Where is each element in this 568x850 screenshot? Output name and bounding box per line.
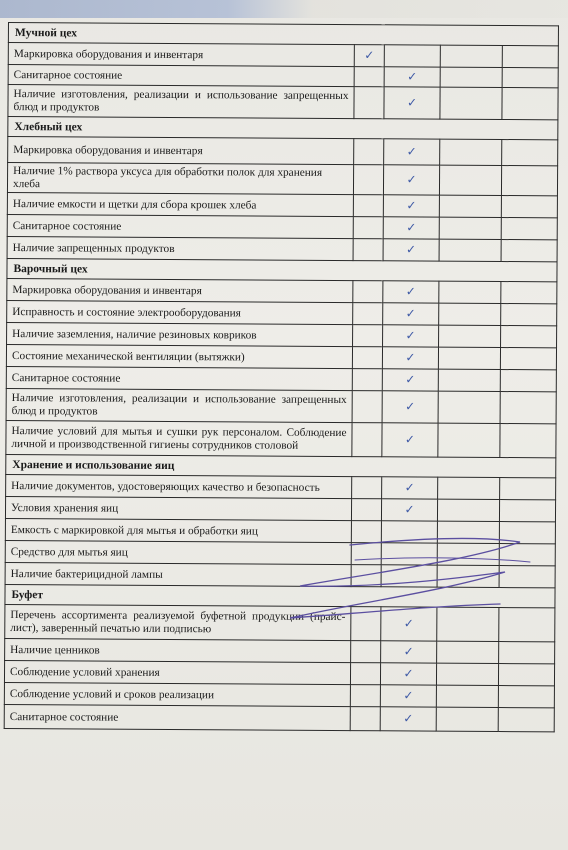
empty-cell [439,195,501,217]
check-mark-cell: ✓ [384,139,440,165]
empty-cell [352,477,382,499]
empty-cell [440,87,502,119]
empty-cell [440,45,502,67]
empty-cell [501,196,557,218]
empty-cell [353,281,383,303]
check-mark-cell: ✓ [381,499,437,521]
empty-cell [353,325,383,347]
empty-cell [438,369,500,391]
item-text: Наличие ценников [5,638,351,662]
empty-cell [438,347,500,369]
empty-cell [440,139,502,165]
item-text: Маркировка оборудования и инвентаря [7,278,353,302]
empty-cell [437,521,499,543]
table-row [8,137,558,166]
item-text: Наличие 1% раствора уксуса для обработки полок для хранения хлеба [7,163,353,195]
table-row [8,85,558,120]
check-mark-cell: ✓ [354,45,384,67]
check-mark-cell: ✓ [380,685,436,707]
empty-cell [501,166,557,196]
item-text: Состояние механической вентиляции (вытяжки) [6,344,352,368]
empty-cell [437,565,499,587]
table-row [4,704,554,731]
empty-cell [437,607,499,641]
item-text: Наличие условий для мытья и сушки рук персоналом. Соблюдение личной и производственной гигиены сотрудников столовой [6,420,352,456]
empty-cell [438,391,500,423]
empty-cell [501,304,557,326]
empty-cell [351,565,381,587]
check-mark-cell: ✓ [382,391,438,423]
table-row [5,604,555,641]
check-mark-cell: ✓ [382,347,438,369]
check-mark-cell: ✓ [383,165,439,195]
empty-cell [499,522,555,544]
empty-cell [350,707,380,731]
item-text: Наличие изготовления, реализации и использование запрещенных блюд и продуктов [6,388,352,422]
item-text: Наличие бактерицидной лампы [5,562,351,586]
empty-cell [354,139,384,165]
empty-cell [501,240,557,262]
empty-cell [353,303,383,325]
section-title: Хранение и использование яиц [6,454,556,477]
empty-cell [352,391,382,423]
empty-cell [498,708,554,732]
empty-cell [353,239,383,261]
item-text: Санитарное состояние [4,704,350,730]
empty-cell [350,663,380,685]
item-text: Условия хранения яиц [5,496,351,520]
section-title: Варочный цех [7,258,557,281]
empty-cell [502,46,558,68]
item-text: Санитарное состояние [8,65,354,87]
empty-cell [351,607,381,641]
empty-cell [438,477,500,499]
check-mark-cell: ✓ [381,641,437,663]
empty-cell [353,217,383,239]
empty-cell [500,370,556,392]
table-row [6,420,556,457]
check-mark-cell: ✓ [381,607,437,641]
section-title: Хлебный цех [8,117,558,140]
check-mark-cell: ✓ [383,325,439,347]
check-mark-cell: ✓ [383,195,439,217]
item-text: Соблюдение условий и сроков реализации [4,682,350,706]
empty-cell [351,543,381,565]
checklist-table [4,22,559,732]
check-mark-cell: ✓ [383,239,439,261]
empty-cell [501,326,557,348]
empty-cell [354,87,384,119]
check-mark-cell: ✓ [384,87,440,119]
empty-cell [439,325,501,347]
empty-cell [500,348,556,370]
empty-cell [354,67,384,87]
empty-cell [436,707,498,731]
empty-cell [499,544,555,566]
table-row [7,163,557,196]
item-text: Соблюдение условий хранения [4,660,350,684]
item-text: Маркировка оборудования и инвентаря [8,137,354,165]
empty-cell [498,664,554,686]
empty-cell [436,685,498,707]
check-mark-cell: ✓ [383,303,439,325]
item-text: Маркировка оборудования и инвентаря [8,43,354,67]
check-mark-cell: ✓ [382,477,438,499]
empty-cell [351,499,381,521]
item-text: Наличие изготовления, реализации и использование запрещенных блюд и продуктов [8,85,354,119]
empty-cell [439,281,501,303]
item-text: Наличие документов, удостоверяющих качество и безопасность [6,474,352,498]
empty-cell [439,303,501,325]
item-text: Перечень ассортимента реализуемой буфетной продукции (прайс-лист), заверенный печатью или подписью [5,604,351,640]
empty-cell [437,543,499,565]
item-text: Санитарное состояние [7,214,353,238]
empty-cell [352,423,382,457]
section-title: Мучной цех [8,23,558,46]
check-mark-cell: ✓ [380,663,436,685]
empty-cell [502,88,558,120]
empty-cell [499,608,555,642]
empty-cell [350,685,380,707]
empty-cell [439,239,501,261]
empty-cell [352,347,382,369]
empty-cell [500,392,556,424]
empty-cell [498,686,554,708]
empty-cell [501,282,557,304]
empty-cell [381,565,437,587]
empty-cell [384,45,440,67]
empty-cell [502,68,558,88]
empty-cell [437,641,499,663]
check-mark-cell: ✓ [383,281,439,303]
empty-cell [499,566,555,588]
empty-cell [352,369,382,391]
item-text: Средство для мытья яиц [5,540,351,564]
background-strip [0,0,568,18]
empty-cell [499,642,555,664]
item-text: Санитарное состояние [6,366,352,390]
empty-cell [351,641,381,663]
item-text: Емкость с маркировкой для мытья и обработки яиц [5,518,351,542]
empty-cell [353,165,383,195]
empty-cell [439,217,501,239]
check-mark-cell: ✓ [382,369,438,391]
check-mark-cell: ✓ [384,67,440,87]
check-mark-cell: ✓ [382,423,438,457]
item-text: Наличие запрещенных продуктов [7,236,353,260]
empty-cell [381,521,437,543]
empty-cell [500,424,556,458]
empty-cell [499,500,555,522]
item-text: Наличие емкости и щетки для сбора крошек хлеба [7,192,353,216]
table-row [6,388,556,423]
empty-cell [500,478,556,500]
empty-cell [440,67,502,87]
empty-cell [353,195,383,217]
empty-cell [351,521,381,543]
item-text: Наличие заземления, наличие резиновых ковриков [7,322,353,346]
empty-cell [439,165,501,195]
empty-cell [437,499,499,521]
item-text: Исправность и состояние электрооборудования [7,300,353,324]
empty-cell [501,218,557,240]
check-mark-cell: ✓ [383,217,439,239]
section-title: Буфет [5,584,555,607]
empty-cell [381,543,437,565]
check-mark-cell: ✓ [380,707,436,731]
empty-cell [436,663,498,685]
empty-cell [438,423,500,457]
empty-cell [502,140,558,166]
